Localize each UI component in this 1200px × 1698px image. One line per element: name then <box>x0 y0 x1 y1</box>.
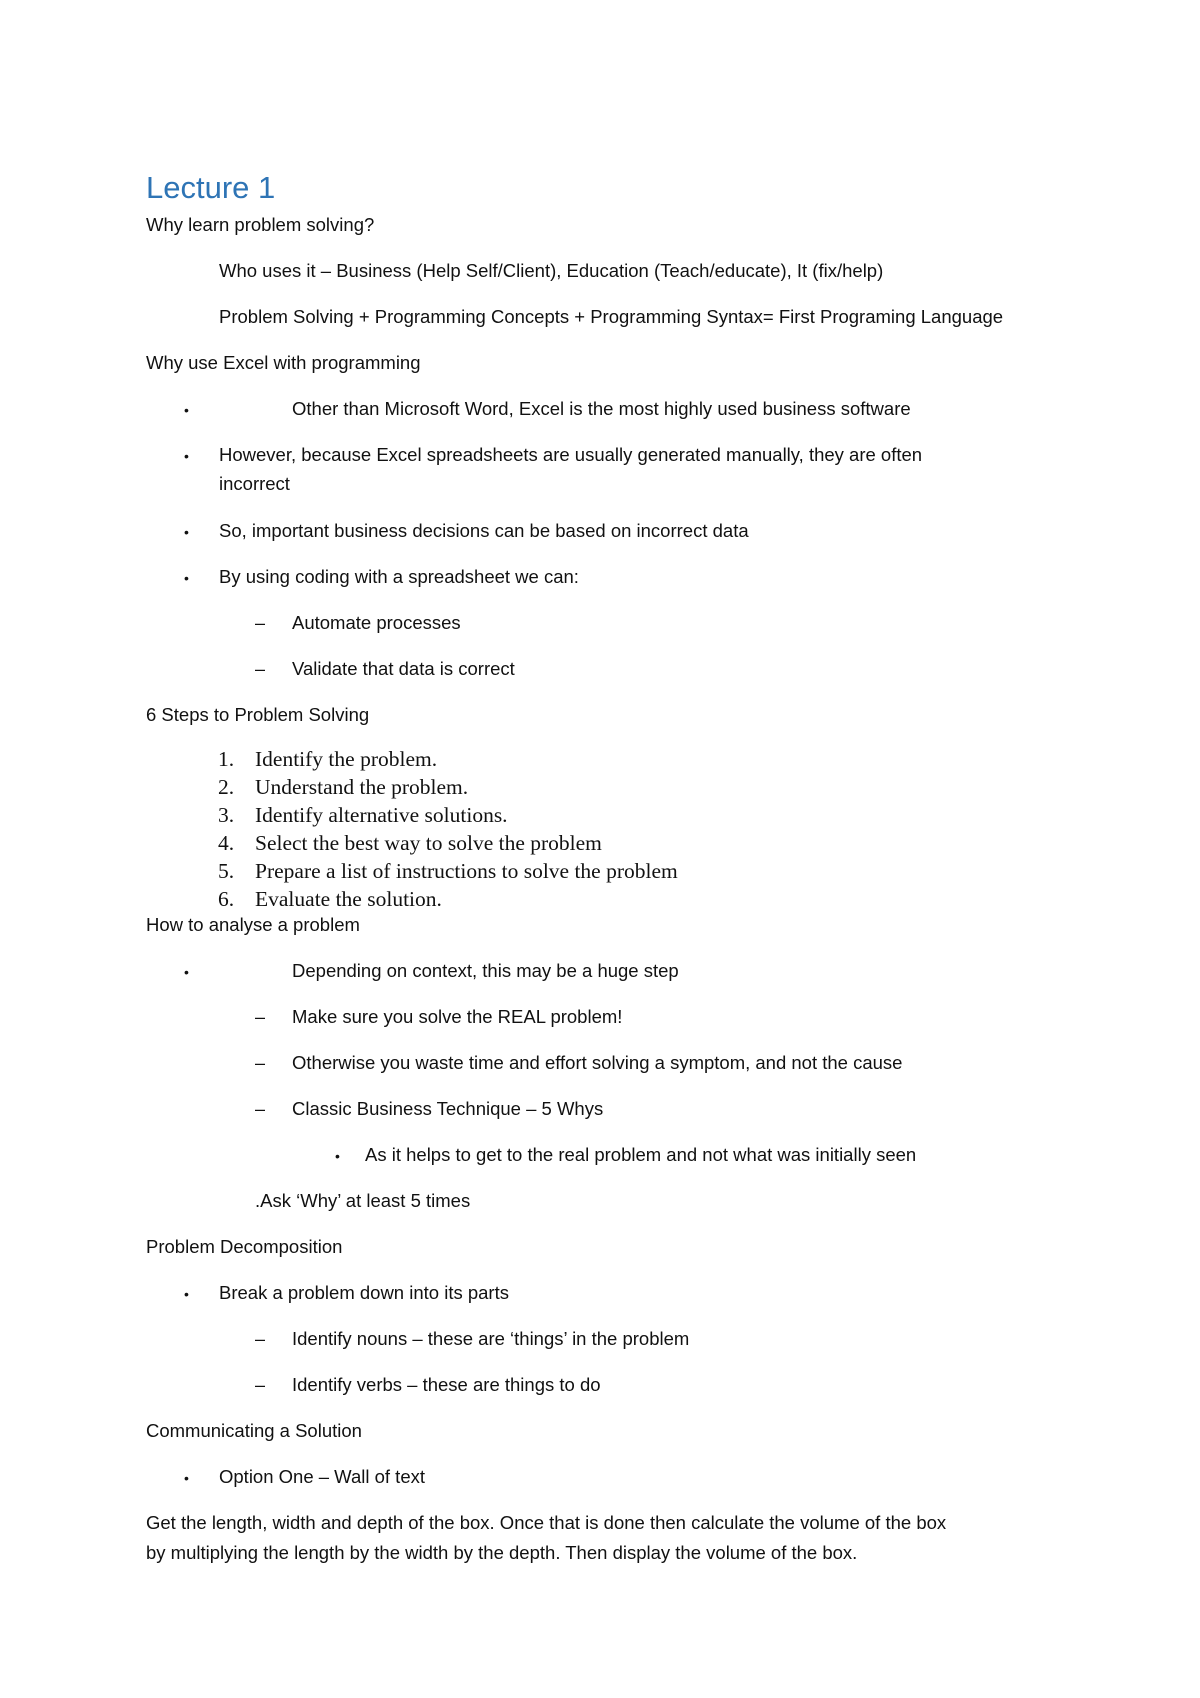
step-text: Evaluate the solution. <box>255 887 442 911</box>
dash-glyph: – <box>255 659 266 679</box>
step-text: Prepare a list of instructions to solve the problem <box>255 859 678 883</box>
list-item: However, because Excel spreadsheets are usually generated manually, they are often <box>219 444 923 465</box>
bullet-glyph: • <box>184 1286 189 1302</box>
bullet-glyph: • <box>184 1470 189 1486</box>
sub-list-item: Automate processes <box>292 612 461 633</box>
section-heading-communicating: Communicating a Solution <box>146 1420 362 1441</box>
step-number: 1. <box>218 747 235 771</box>
list-item: Other than Microsoft Word, Excel is the most highly used business software <box>292 398 911 419</box>
bullet-glyph: • <box>184 964 189 980</box>
dash-glyph: – <box>255 1053 266 1073</box>
step-number: 3. <box>218 803 235 827</box>
step-text: Understand the problem. <box>255 775 469 799</box>
section-heading-analyse: How to analyse a problem <box>146 914 360 935</box>
note-line: .Ask ‘Why’ at least 5 times <box>255 1190 471 1211</box>
section-heading-decomposition: Problem Decomposition <box>146 1236 343 1257</box>
bullet-glyph: • <box>335 1148 340 1164</box>
bullet-glyph: • <box>184 402 189 418</box>
page-title: Lecture 1 <box>146 170 276 205</box>
bullet-glyph: • <box>184 570 189 586</box>
dash-glyph: – <box>255 1329 266 1349</box>
step-number: 2. <box>218 775 235 799</box>
bullet-glyph: • <box>184 524 189 540</box>
sub-list-item: Identify nouns – these are ‘things’ in the problem <box>292 1328 690 1349</box>
sub-list-item: Identify verbs – these are things to do <box>292 1374 601 1395</box>
sub-list-item: Make sure you solve the REAL problem! <box>292 1006 623 1027</box>
step-number: 6. <box>218 887 235 911</box>
bullet-glyph: • <box>184 448 189 464</box>
sub-list-item: Otherwise you waste time and effort solving a symptom, and not the cause <box>292 1052 903 1073</box>
list-item: By using coding with a spreadsheet we can: <box>219 566 579 587</box>
section-heading-why-excel: Why use Excel with programming <box>146 352 421 373</box>
step-number: 4. <box>218 831 235 855</box>
dash-glyph: – <box>255 1099 266 1119</box>
sub-list-item: Validate that data is correct <box>292 658 515 679</box>
paragraph-line: by multiplying the length by the width by the depth. Then display the volume of the box. <box>146 1542 858 1563</box>
list-item: Break a problem down into its parts <box>219 1282 509 1303</box>
step-number: 5. <box>218 859 235 883</box>
sub-sub-list-item: As it helps to get to the real problem and not what was initially seen <box>365 1144 917 1165</box>
paragraph-line: Get the length, width and depth of the box. Once that is done then calculate the volume of the box <box>146 1512 947 1533</box>
list-item: Depending on context, this may be a huge step <box>292 960 679 981</box>
step-text: Select the best way to solve the problem <box>255 831 602 855</box>
step-text: Identify the problem. <box>255 747 438 771</box>
dash-glyph: – <box>255 1375 266 1395</box>
list-item-continuation: incorrect <box>219 473 290 494</box>
step-text: Identify alternative solutions. <box>255 803 508 827</box>
dash-glyph: – <box>255 1007 266 1027</box>
section-heading-six-steps: 6 Steps to Problem Solving <box>146 704 370 725</box>
formula-line: Problem Solving + Programming Concepts + Programming Syntax= First Programing Language <box>219 306 1004 327</box>
sub-list-item: Classic Business Technique – 5 Whys <box>292 1098 604 1119</box>
dash-glyph: – <box>255 613 266 633</box>
list-item: So, important business decisions can be based on incorrect data <box>219 520 749 541</box>
section-heading-why-learn: Why learn problem solving? <box>146 214 375 235</box>
list-item: Option One – Wall of text <box>219 1466 425 1487</box>
who-uses-line: Who uses it – Business (Help Self/Client), Education (Teach/educate), It (fix/help) <box>219 260 884 281</box>
